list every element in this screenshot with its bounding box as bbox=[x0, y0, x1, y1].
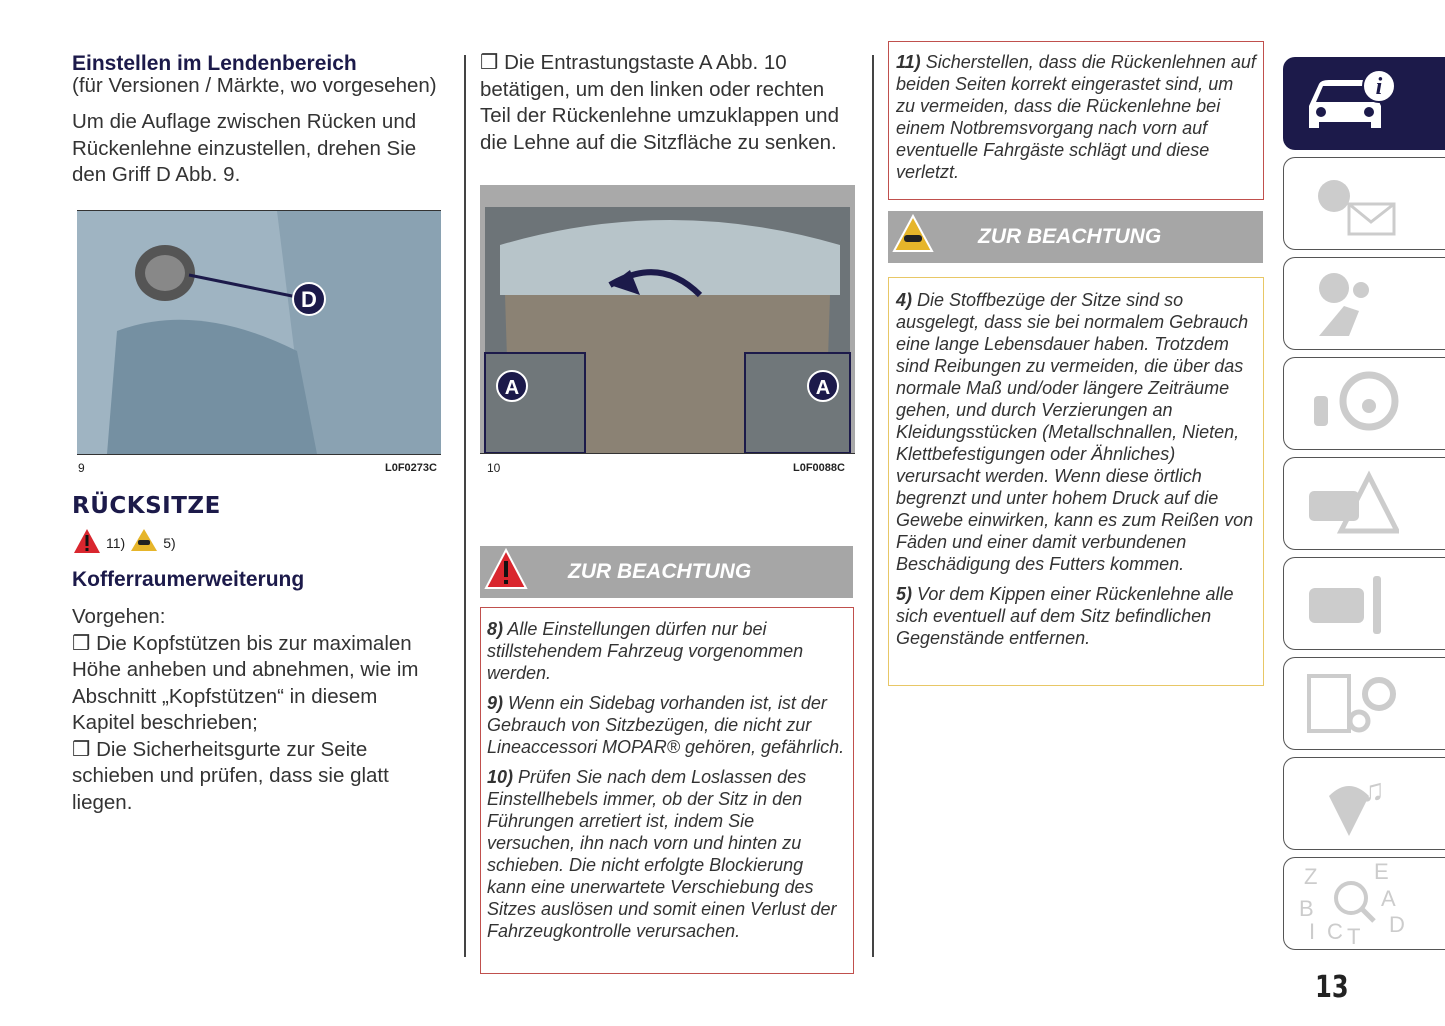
note-9: 9) Wenn ein Sidebag vorhanden ist, ist der Gebrauch von Sitzbezügen, die nicht zur Lineaccessori MOPAR® gehören, gefährlich. bbox=[487, 693, 845, 757]
tab-safety[interactable] bbox=[1283, 257, 1445, 350]
tab-starting-driving[interactable] bbox=[1283, 357, 1445, 450]
procedure-label: Vorgehen: bbox=[72, 605, 166, 628]
caution-icon bbox=[892, 213, 934, 261]
emergency-icon bbox=[1299, 466, 1399, 541]
subsection-heading: Kofferraumerweiterung bbox=[72, 568, 305, 591]
banner-title: ZUR BEACHTUNG bbox=[978, 225, 1162, 248]
column-divider bbox=[872, 55, 874, 957]
figure-label-d: D bbox=[301, 287, 317, 312]
figure-number: 10 bbox=[487, 461, 501, 475]
index-icon: Z E B A I C T D bbox=[1299, 858, 1405, 949]
ref-5[interactable]: 5) bbox=[163, 534, 176, 551]
tab-car-info[interactable] bbox=[1283, 57, 1445, 150]
section-heading: Einstellen im Lendenbereich bbox=[72, 52, 357, 75]
attention-banner bbox=[888, 211, 1263, 263]
tab-index[interactable] bbox=[1283, 857, 1445, 950]
banner-title: ZUR BEACHTUNG bbox=[568, 560, 752, 583]
note-4: 4) Die Stoffbezüge der Sitze sind so ausgelegt, dass sie bei normalem Gebrauch eine lange Lebensdauer haben. Trotzdem sind Reibungen zu vermeiden, die über das normale Maß und/oder längere Zeiträume gehen, und durch Verzierungen an Kleidungsstücken (Metallschnallen, Nieten, Klettbefestigungen oder Ähnliches) verursacht werden. Wenn diese örtlich begrenzt und unter hohem Druck auf die Gewebe einwirken, kann es zum Reißen von Fäden und einer damit verbundenen Beschädigung des Futters kommen. bbox=[896, 290, 1254, 574]
figure-9-image bbox=[77, 210, 441, 455]
reference-icons bbox=[72, 527, 176, 558]
warning-notes-box bbox=[480, 607, 854, 974]
starting-driving-icon bbox=[1299, 366, 1399, 441]
figure-code: L0F0088C bbox=[793, 462, 845, 474]
figure-label-a-right: A bbox=[815, 377, 831, 399]
attention-banner bbox=[480, 546, 853, 598]
tab-technical-data[interactable] bbox=[1283, 657, 1445, 750]
multimedia-icon bbox=[1299, 766, 1399, 841]
svg-text:♫: ♫ bbox=[1361, 772, 1385, 808]
technical-data-icon bbox=[1299, 666, 1399, 741]
column-divider bbox=[464, 55, 466, 957]
figure-number: 9 bbox=[78, 461, 85, 475]
warning-lights-icon bbox=[1299, 166, 1399, 241]
figure-10-image bbox=[480, 185, 855, 454]
step-1: ❒ Die Kopfstützen bis zur maximalen Höhe anheben und abnehmen, wie im Abschnitt „Kopfstützen“ in diesem Kapitel beschrieben; bbox=[72, 631, 419, 734]
figure-label-a-left: A bbox=[504, 377, 520, 399]
procedure-text bbox=[72, 604, 444, 816]
step-3: ❒ Die Entrastungstaste A Abb. 10 betätigen, um den linken oder rechten Teil der Rückenlehne umzuklappen und die Lehne auf die Sitzfläche zu senken. bbox=[480, 51, 839, 154]
tab-multimedia[interactable] bbox=[1283, 757, 1445, 850]
ref-11[interactable]: 11) bbox=[106, 534, 126, 551]
caution-notes-box bbox=[888, 277, 1264, 686]
step-2: ❒ Die Sicherheitsgurte zur Seite schieben und prüfen, dass sie glatt liegen. bbox=[72, 737, 389, 814]
car-info-icon bbox=[1299, 66, 1399, 141]
subheading: (für Versionen / Märkte, wo vorgesehen) bbox=[72, 74, 437, 97]
svg-text:i: i bbox=[1375, 74, 1383, 100]
warning-box-11: 11) Sicherstellen, dass die Rückenlehnen auf beiden Seiten korrekt eingerastet sind, um zu vermeiden, dass die Rückenlehne bei einem Notbremsvorgang nach vorn auf eventuelle Fahrgäste schlägt und diese verletzt. bbox=[888, 41, 1264, 200]
note-8: 8) Alle Einstellungen dürfen nur bei stillstehendem Fahrzeug vorgenommen werden. bbox=[487, 619, 804, 683]
safety-icon bbox=[1299, 266, 1399, 341]
caution-icon bbox=[129, 527, 159, 558]
note-5: 5) Vor dem Kippen einer Rückenlehne alle sich eventuell auf dem Sitz befindlichen Gegenstände entfernen. bbox=[896, 584, 1234, 648]
tab-maintenance[interactable] bbox=[1283, 557, 1445, 650]
danger-warning-icon bbox=[484, 548, 528, 596]
note-10: 10) Prüfen Sie nach dem Loslassen des Einstellhebels immer, ob der Sitz in den Führungen arretiert ist, indem Sie versuchen, ihn nach vorn und hinten zu schieben. Die nicht erfolgte Blockierung kann eine unerwartete Verschiebung des Sitzes auslösen und somit einen Verlust der Fahrzeugkontrolle verursachen. bbox=[487, 767, 837, 941]
paragraph: Um die Auflage zwischen Rücken und Rückenlehne einzustellen, drehen Sie den Griff D Abb. 9. bbox=[72, 110, 417, 186]
danger-warning-icon bbox=[72, 527, 102, 558]
tab-warning-lights[interactable] bbox=[1283, 157, 1445, 250]
page-number: 13 bbox=[1315, 970, 1349, 1005]
section-title: RÜCKSITZE bbox=[72, 493, 221, 519]
maintenance-icon bbox=[1299, 566, 1399, 641]
figure-code: L0F0273C bbox=[385, 462, 437, 474]
tab-emergency[interactable] bbox=[1283, 457, 1445, 550]
